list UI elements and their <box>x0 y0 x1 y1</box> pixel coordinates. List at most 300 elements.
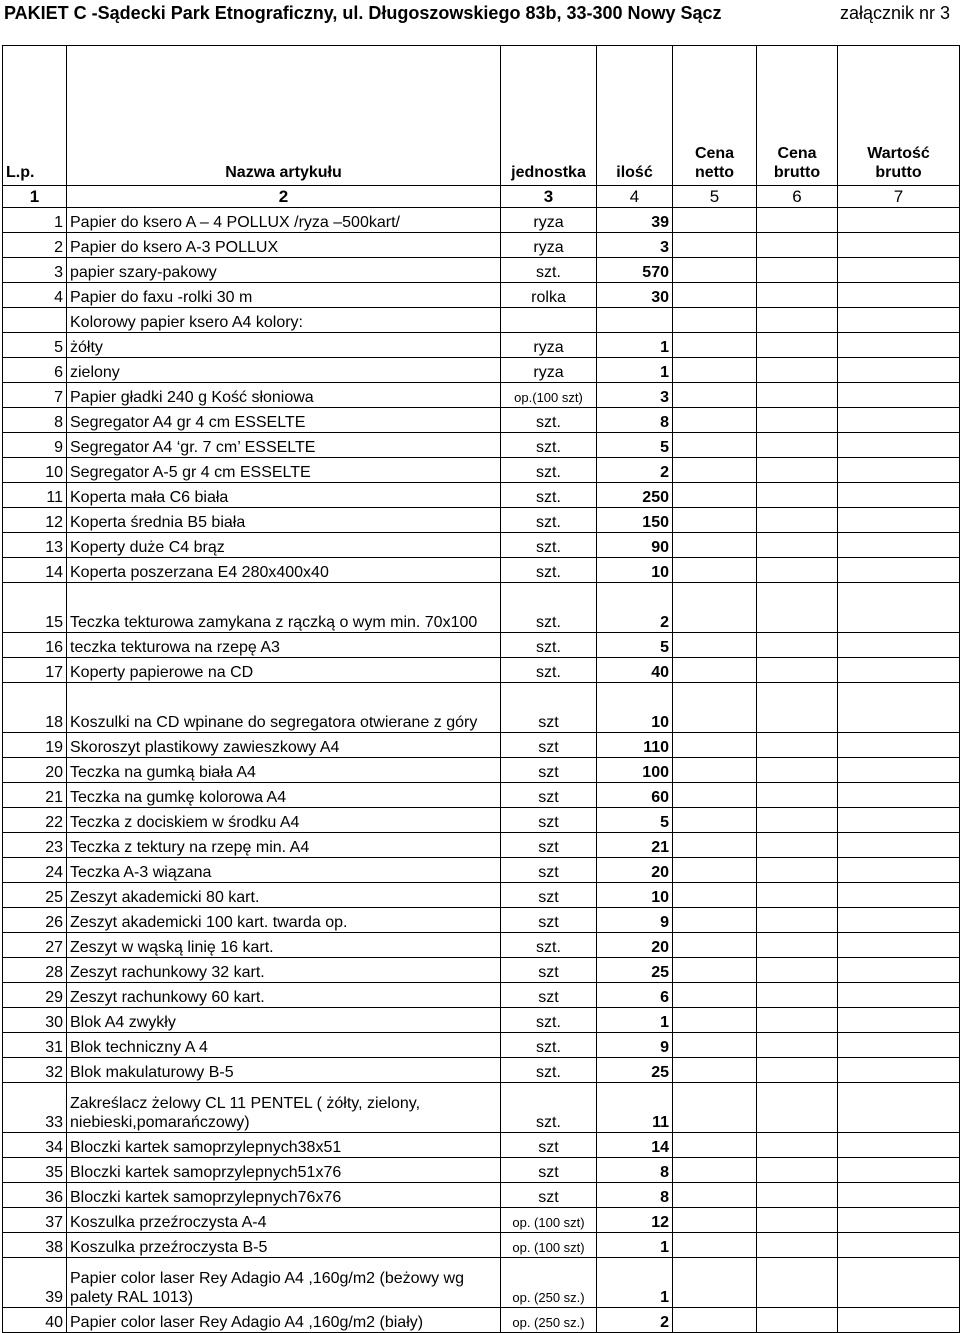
gross-value-cell <box>838 1008 960 1033</box>
attachment-label: załącznik nr 3 <box>839 3 950 23</box>
row-number: 6 <box>3 358 67 383</box>
column-number-row <box>3 186 960 208</box>
column-number: 1 <box>3 186 67 208</box>
table-row <box>3 858 960 883</box>
gross-price-cell <box>757 633 838 658</box>
item-name: Bloczki kartek samoprzylepnych38x51 <box>67 1133 501 1158</box>
table-row <box>3 783 960 808</box>
item-name: teczka tekturowa na rzepę A3 <box>67 633 501 658</box>
gross-price-cell <box>757 1233 838 1258</box>
table-row <box>3 933 960 958</box>
gross-price-cell <box>757 958 838 983</box>
item-quantity: 8 <box>597 408 673 433</box>
net-price-cell <box>673 1233 757 1258</box>
item-quantity: 11 <box>597 1083 673 1133</box>
name-header: Nazwa artykułu <box>67 46 501 186</box>
net-price-cell <box>673 233 757 258</box>
gross-price-cell <box>757 358 838 383</box>
item-unit: szt. <box>501 1033 597 1058</box>
gross-value-cell <box>838 258 960 283</box>
item-name: Bloczki kartek samoprzylepnych76x76 <box>67 1183 501 1208</box>
item-unit: op.(100 szt) <box>501 383 597 408</box>
gross-value-cell <box>838 933 960 958</box>
row-number: 20 <box>3 758 67 783</box>
gross-value-cell <box>838 1308 960 1333</box>
item-unit: szt <box>501 833 597 858</box>
row-number: 26 <box>3 908 67 933</box>
item-unit: szt <box>501 983 597 1008</box>
table-row <box>3 1258 960 1308</box>
item-quantity: 2 <box>597 583 673 633</box>
item-quantity: 9 <box>597 1033 673 1058</box>
row-number: 21 <box>3 783 67 808</box>
net-price-cell <box>673 933 757 958</box>
net-price-cell <box>673 733 757 758</box>
row-number: 18 <box>3 683 67 733</box>
row-number: 1 <box>3 208 67 233</box>
net-price-cell <box>673 683 757 733</box>
gross-price-cell <box>757 408 838 433</box>
column-number: 4 <box>597 186 673 208</box>
item-unit: szt <box>501 683 597 733</box>
gross-value-cell <box>838 883 960 908</box>
row-number: 14 <box>3 558 67 583</box>
gross-price-cell <box>757 308 838 333</box>
column-number: 5 <box>673 186 757 208</box>
item-name: Skoroszyt plastikowy zawieszkowy A4 <box>67 733 501 758</box>
table-row <box>3 583 960 633</box>
item-quantity: 8 <box>597 1183 673 1208</box>
gross-price-cell <box>757 933 838 958</box>
item-unit: szt <box>501 783 597 808</box>
gross-value-header <box>838 46 960 186</box>
table-row <box>3 458 960 483</box>
item-name: Zakreślacz żelowy CL 11 PENTEL ( żółty, zielony, niebieski,pomarańczowy) <box>67 1083 501 1133</box>
gross-value-cell <box>838 508 960 533</box>
item-unit: szt. <box>501 1058 597 1083</box>
net-price-cell <box>673 833 757 858</box>
gross-price-cell <box>757 908 838 933</box>
item-quantity: 2 <box>597 458 673 483</box>
row-number: 24 <box>3 858 67 883</box>
item-quantity: 39 <box>597 208 673 233</box>
gross-price-cell <box>757 808 838 833</box>
table-row <box>3 233 960 258</box>
table-row <box>3 758 960 783</box>
net-price-cell <box>673 308 757 333</box>
row-number: 27 <box>3 933 67 958</box>
net-price-cell <box>673 1083 757 1133</box>
gross-price-cell <box>757 758 838 783</box>
gross-price-cell <box>757 583 838 633</box>
table-row <box>3 983 960 1008</box>
item-name: Koperta mała C6 biała <box>67 483 501 508</box>
row-number: 23 <box>3 833 67 858</box>
gross-price-header-line1: Cena <box>777 145 817 162</box>
item-unit: ryza <box>501 233 597 258</box>
table-row <box>3 483 960 508</box>
item-unit: szt <box>501 1133 597 1158</box>
gross-price-cell <box>757 858 838 883</box>
item-quantity: 1 <box>597 1233 673 1258</box>
item-unit: szt <box>501 1183 597 1208</box>
gross-value-cell <box>838 908 960 933</box>
net-price-cell <box>673 658 757 683</box>
net-price-cell <box>673 958 757 983</box>
item-name: Teczka na gumką biała A4 <box>67 758 501 783</box>
gross-value-cell <box>838 808 960 833</box>
gross-price-cell <box>757 483 838 508</box>
gross-price-cell <box>757 658 838 683</box>
table-row <box>3 833 960 858</box>
table-row <box>3 433 960 458</box>
net-price-cell <box>673 508 757 533</box>
item-name: Koperty papierowe na CD <box>67 658 501 683</box>
item-name: Blok A4 zwykły <box>67 1008 501 1033</box>
gross-value-cell <box>838 733 960 758</box>
item-quantity: 3 <box>597 383 673 408</box>
gross-value-cell <box>838 1033 960 1058</box>
item-name: Segregator A-5 gr 4 cm ESSELTE <box>67 458 501 483</box>
item-quantity <box>597 308 673 333</box>
row-number: 19 <box>3 733 67 758</box>
row-number: 39 <box>3 1258 67 1308</box>
item-name: Koszulki na CD wpinane do segregatora otwierane z góry <box>67 683 501 733</box>
gross-price-cell <box>757 1158 838 1183</box>
item-quantity: 100 <box>597 758 673 783</box>
item-name: Teczka tekturowa zamykana z rączką o wym min. 70x100 <box>67 583 501 633</box>
net-price-header-line2: netto <box>694 164 735 181</box>
gross-value-cell <box>838 1158 960 1183</box>
item-unit: szt <box>501 883 597 908</box>
table-row <box>3 533 960 558</box>
row-number: 4 <box>3 283 67 308</box>
item-unit: op. (250 sz.) <box>501 1308 597 1333</box>
row-number <box>3 308 67 333</box>
item-unit: op. (100 szt) <box>501 1233 597 1258</box>
item-quantity: 1 <box>597 358 673 383</box>
lp-header: L.p. <box>3 46 67 186</box>
item-unit: szt <box>501 858 597 883</box>
row-number: 38 <box>3 1233 67 1258</box>
item-quantity: 1 <box>597 1258 673 1308</box>
table-row <box>3 308 960 333</box>
gross-price-cell <box>757 683 838 733</box>
gross-value-cell <box>838 233 960 258</box>
table-row <box>3 633 960 658</box>
item-name: Kolorowy papier ksero A4 kolory: <box>67 308 501 333</box>
item-quantity: 6 <box>597 983 673 1008</box>
row-number: 28 <box>3 958 67 983</box>
table-row <box>3 733 960 758</box>
gross-price-cell <box>757 833 838 858</box>
gross-value-cell <box>838 483 960 508</box>
item-unit: ryza <box>501 208 597 233</box>
item-name: Papier do faxu -rolki 30 m <box>67 283 501 308</box>
table-row <box>3 683 960 733</box>
gross-value-cell <box>838 858 960 883</box>
table-row <box>3 558 960 583</box>
gross-value-cell <box>838 533 960 558</box>
gross-value-cell <box>838 383 960 408</box>
item-unit: szt <box>501 733 597 758</box>
table-row <box>3 383 960 408</box>
item-name: Koszulka przeźroczysta A-4 <box>67 1208 501 1233</box>
row-number: 16 <box>3 633 67 658</box>
gross-value-cell <box>838 408 960 433</box>
row-number: 9 <box>3 433 67 458</box>
item-quantity: 250 <box>597 483 673 508</box>
item-quantity: 10 <box>597 558 673 583</box>
gross-price-cell <box>757 533 838 558</box>
gross-price-cell <box>757 1008 838 1033</box>
net-price-cell <box>673 1033 757 1058</box>
table-row <box>3 1308 960 1333</box>
row-number: 13 <box>3 533 67 558</box>
table-row <box>3 658 960 683</box>
gross-value-cell <box>838 683 960 733</box>
net-price-cell <box>673 558 757 583</box>
row-number: 25 <box>3 883 67 908</box>
item-unit: ryza <box>501 333 597 358</box>
document-title: PAKIET C -Sądecki Park Etnograficzny, ul. Długoszowskiego 83b, 33-300 Nowy Sącz <box>4 3 722 23</box>
item-unit: szt. <box>501 1083 597 1133</box>
item-unit: szt. <box>501 458 597 483</box>
row-number: 32 <box>3 1058 67 1083</box>
table-row <box>3 1183 960 1208</box>
item-name: Teczka A-3 wiązana <box>67 858 501 883</box>
table-row <box>3 1008 960 1033</box>
item-name: Koperta poszerzana E4 280x400x40 <box>67 558 501 583</box>
table-row <box>3 1033 960 1058</box>
gross-price-cell <box>757 383 838 408</box>
gross-price-cell <box>757 1183 838 1208</box>
item-quantity: 570 <box>597 258 673 283</box>
net-price-cell <box>673 1133 757 1158</box>
net-price-cell <box>673 583 757 633</box>
item-name: Koperta średnia B5 biała <box>67 508 501 533</box>
gross-price-cell <box>757 1083 838 1133</box>
row-number: 17 <box>3 658 67 683</box>
item-quantity: 14 <box>597 1133 673 1158</box>
gross-value-cell <box>838 208 960 233</box>
table-row <box>3 883 960 908</box>
gross-price-cell <box>757 283 838 308</box>
item-name: zielony <box>67 358 501 383</box>
item-name: papier szary-pakowy <box>67 258 501 283</box>
gross-value-cell <box>838 558 960 583</box>
gross-value-cell <box>838 308 960 333</box>
gross-value-cell <box>838 833 960 858</box>
net-price-cell <box>673 383 757 408</box>
net-price-cell <box>673 758 757 783</box>
row-number: 30 <box>3 1008 67 1033</box>
item-quantity: 110 <box>597 733 673 758</box>
item-unit <box>501 308 597 333</box>
item-unit: szt. <box>501 508 597 533</box>
row-number: 12 <box>3 508 67 533</box>
row-number: 35 <box>3 1158 67 1183</box>
net-price-cell <box>673 533 757 558</box>
table-row <box>3 908 960 933</box>
item-unit: szt. <box>501 933 597 958</box>
gross-price-cell <box>757 233 838 258</box>
item-unit: op. (100 szt) <box>501 1208 597 1233</box>
row-number: 15 <box>3 583 67 633</box>
header-row <box>3 46 960 186</box>
net-price-cell <box>673 358 757 383</box>
item-name: Zeszyt rachunkowy 60 kart. <box>67 983 501 1008</box>
item-unit: szt <box>501 808 597 833</box>
gross-value-cell <box>838 333 960 358</box>
column-number: 6 <box>757 186 838 208</box>
item-name: Bloczki kartek samoprzylepnych51x76 <box>67 1158 501 1183</box>
item-quantity: 2 <box>597 1308 673 1333</box>
item-quantity: 8 <box>597 1158 673 1183</box>
gross-value-cell <box>838 583 960 633</box>
table-row <box>3 283 960 308</box>
row-number: 7 <box>3 383 67 408</box>
gross-price-header-line2: brutto <box>773 164 821 181</box>
item-unit: szt <box>501 1158 597 1183</box>
gross-price-cell <box>757 1033 838 1058</box>
item-unit: szt <box>501 908 597 933</box>
gross-value-cell <box>838 1183 960 1208</box>
net-price-cell <box>673 1158 757 1183</box>
table-row <box>3 208 960 233</box>
item-quantity: 1 <box>597 1008 673 1033</box>
item-quantity: 25 <box>597 958 673 983</box>
table-row <box>3 1233 960 1258</box>
gross-price-cell <box>757 1208 838 1233</box>
item-unit: szt. <box>501 533 597 558</box>
gross-price-cell <box>757 783 838 808</box>
gross-price-cell <box>757 883 838 908</box>
gross-value-cell <box>838 458 960 483</box>
item-name: żółty <box>67 333 501 358</box>
item-name: Zeszyt w wąską linię 16 kart. <box>67 933 501 958</box>
net-price-cell <box>673 1258 757 1308</box>
item-quantity: 40 <box>597 658 673 683</box>
net-price-cell <box>673 808 757 833</box>
row-number: 11 <box>3 483 67 508</box>
item-unit: szt. <box>501 558 597 583</box>
item-quantity: 5 <box>597 808 673 833</box>
gross-value-cell <box>838 358 960 383</box>
item-quantity: 60 <box>597 783 673 808</box>
net-price-cell <box>673 783 757 808</box>
item-name: Blok makulaturowy B-5 <box>67 1058 501 1083</box>
net-price-cell <box>673 1308 757 1333</box>
item-name: Blok techniczny A 4 <box>67 1033 501 1058</box>
item-unit: ryza <box>501 358 597 383</box>
net-price-cell <box>673 433 757 458</box>
gross-value-cell <box>838 758 960 783</box>
table-row <box>3 333 960 358</box>
net-price-header-line1: Cena <box>694 145 735 162</box>
table-row <box>3 1133 960 1158</box>
row-number: 36 <box>3 1183 67 1208</box>
item-name: Zeszyt akademicki 80 kart. <box>67 883 501 908</box>
item-unit: szt <box>501 958 597 983</box>
gross-value-cell <box>838 983 960 1008</box>
item-quantity: 90 <box>597 533 673 558</box>
row-number: 34 <box>3 1133 67 1158</box>
item-unit: szt. <box>501 583 597 633</box>
item-quantity: 25 <box>597 1058 673 1083</box>
row-number: 40 <box>3 1308 67 1333</box>
net-price-cell <box>673 633 757 658</box>
gross-value-cell <box>838 433 960 458</box>
net-price-cell <box>673 1183 757 1208</box>
net-price-cell <box>673 1208 757 1233</box>
row-number: 29 <box>3 983 67 1008</box>
item-name: Teczka na gumkę kolorowa A4 <box>67 783 501 808</box>
gross-value-cell <box>838 1233 960 1258</box>
item-name: Teczka z tektury na rzepę min. A4 <box>67 833 501 858</box>
item-quantity: 5 <box>597 433 673 458</box>
item-unit: op. (250 sz.) <box>501 1258 597 1308</box>
row-number: 33 <box>3 1083 67 1133</box>
gross-value-cell <box>838 633 960 658</box>
table-row <box>3 808 960 833</box>
row-number: 8 <box>3 408 67 433</box>
gross-price-cell <box>757 333 838 358</box>
net-price-header <box>673 46 757 186</box>
gross-price-cell <box>757 1133 838 1158</box>
item-name: Segregator A4 ‘gr. 7 cm’ ESSELTE <box>67 433 501 458</box>
gross-price-cell <box>757 433 838 458</box>
item-unit: szt. <box>501 408 597 433</box>
item-unit: rolka <box>501 283 597 308</box>
item-unit: szt. <box>501 633 597 658</box>
item-quantity: 3 <box>597 233 673 258</box>
item-name: Zeszyt rachunkowy 32 kart. <box>67 958 501 983</box>
item-name: Papier do ksero A-3 POLLUX <box>67 233 501 258</box>
qty-header: ilość <box>597 46 673 186</box>
items-table <box>2 45 960 1333</box>
net-price-cell <box>673 258 757 283</box>
gross-price-cell <box>757 1258 838 1308</box>
net-price-cell <box>673 458 757 483</box>
net-price-cell <box>673 1008 757 1033</box>
item-quantity: 12 <box>597 1208 673 1233</box>
gross-value-cell <box>838 958 960 983</box>
item-name: Papier gładki 240 g Kość słoniowa <box>67 383 501 408</box>
item-unit: szt. <box>501 258 597 283</box>
item-quantity: 1 <box>597 333 673 358</box>
row-number: 22 <box>3 808 67 833</box>
gross-price-cell <box>757 208 838 233</box>
item-quantity: 20 <box>597 858 673 883</box>
item-quantity: 150 <box>597 508 673 533</box>
row-number: 2 <box>3 233 67 258</box>
gross-value-cell <box>838 1058 960 1083</box>
item-quantity: 30 <box>597 283 673 308</box>
table-row <box>3 1083 960 1133</box>
net-price-cell <box>673 408 757 433</box>
item-quantity: 10 <box>597 883 673 908</box>
item-unit: szt. <box>501 483 597 508</box>
gross-price-cell <box>757 1058 838 1083</box>
item-quantity: 21 <box>597 833 673 858</box>
table-row <box>3 1058 960 1083</box>
gross-value-cell <box>838 658 960 683</box>
net-price-cell <box>673 908 757 933</box>
column-number: 3 <box>501 186 597 208</box>
net-price-cell <box>673 283 757 308</box>
item-quantity: 5 <box>597 633 673 658</box>
